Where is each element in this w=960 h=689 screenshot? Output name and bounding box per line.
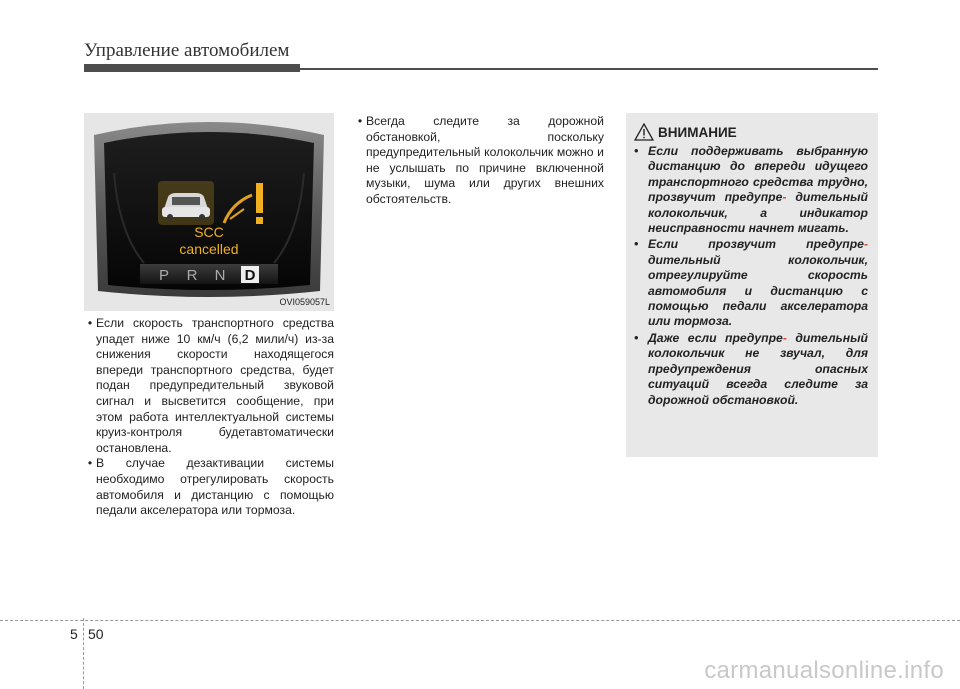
page-header-title: Управление автомобилем xyxy=(84,40,290,61)
display-line2: cancelled xyxy=(179,241,239,257)
cluster-illustration xyxy=(84,113,334,311)
car-icon xyxy=(158,181,214,225)
page-number-separator xyxy=(83,618,84,689)
warning-item xyxy=(634,144,868,236)
gear-p: P xyxy=(158,267,170,284)
warning-item-text: Даже если предупре- дительный колокольчик не звучал, для предупреждения опасных ситуаций всегда следите за дорожной обстановкой. xyxy=(648,330,868,407)
list-item xyxy=(354,114,604,208)
bullet-dot: • xyxy=(87,456,93,471)
warning-item-text: Если прозвучит предупре- дительный колокольчик, отрегулируйте скорость автомобиля и дистанцию с помощью педали акселератора или тормоза. xyxy=(648,237,868,329)
warning-list xyxy=(634,144,868,409)
warning-text-part: дительный колокольчик не звучал, для предупреждения опасных ситуаций всегда следите за дорожной обстановкой. xyxy=(648,330,868,407)
list-item xyxy=(84,316,334,456)
bullet-dot: • xyxy=(634,330,639,345)
bullet-dot: • xyxy=(634,237,639,252)
bullet-dot: • xyxy=(87,316,93,330)
warning-text-part: Если прозвучит предупре xyxy=(648,237,864,252)
instrument-cluster-figure xyxy=(84,113,334,311)
gear-n: N xyxy=(214,267,226,284)
warning-box xyxy=(626,113,878,457)
warning-title: ВНИМАНИЕ xyxy=(658,124,737,140)
bullet-dot: • xyxy=(357,114,363,128)
header-rule-thin xyxy=(300,68,878,70)
page-number: 50 xyxy=(88,626,104,642)
bullet-dot: • xyxy=(634,144,639,158)
bullet-text: В случае дезактивации системы необходимо отрегулировать скорость автомобиля и дистанцию с помощью педали акселератора или тормоза. xyxy=(96,456,334,518)
warning-item-text: Если поддерживать выбранную дистанцию до впереди идущего транспортного средства трудно, прозвучит предупре- дительный колокольчик, а индикатор неисправности начнет мигать. xyxy=(648,144,868,236)
figure-code: OVI059057L xyxy=(279,297,330,307)
warning-text-part: дительный колокольчик, отрегулируйте скорость автомобиля и дистанцию с помощью педали акселератора или тормоза. xyxy=(648,252,868,329)
bullet-text: Если скорость транспортного средства упадет ниже 10 км/ч (6,2 мили/ч) из-за снижения скорости находящегося впереди транспортного средства, будет подан предупредительный звуковой сигнал и высветится сообщение, при этом работа интеллектуальной системы круиз-контроля будетавтоматически остановлена. xyxy=(96,316,334,455)
warning-item xyxy=(634,237,868,329)
gear-d-active: D xyxy=(244,267,256,284)
warning-text-part: Если поддерживать выбранную дистанцию до впереди идущего транспортного средства трудно, прозвучит предупре xyxy=(648,144,868,205)
bullet-text: Всегда следите за дорожной обстановкой, поскольку предупредительный колокольчик можно и не услышать по причине включенной музыки, шума или других внешних обстоятельств. xyxy=(366,114,604,206)
warning-text-part: дительный колокольчик, а индикатор неисправности начнет мигать. xyxy=(648,190,868,236)
display-line1: SCC xyxy=(194,224,224,240)
warning-header xyxy=(634,123,737,141)
footer-rule xyxy=(0,620,960,621)
watermark: carmanualsonline.info xyxy=(704,657,944,684)
list-item xyxy=(84,456,334,518)
text-column-2 xyxy=(354,114,604,208)
warning-text-part: Даже если предупре xyxy=(648,330,783,345)
warning-item xyxy=(634,331,868,408)
text-column-1 xyxy=(84,316,334,519)
warning-triangle-icon xyxy=(634,123,654,141)
header-rule-thick xyxy=(84,64,300,72)
chapter-number: 5 xyxy=(70,626,78,642)
gear-r: R xyxy=(186,267,198,284)
